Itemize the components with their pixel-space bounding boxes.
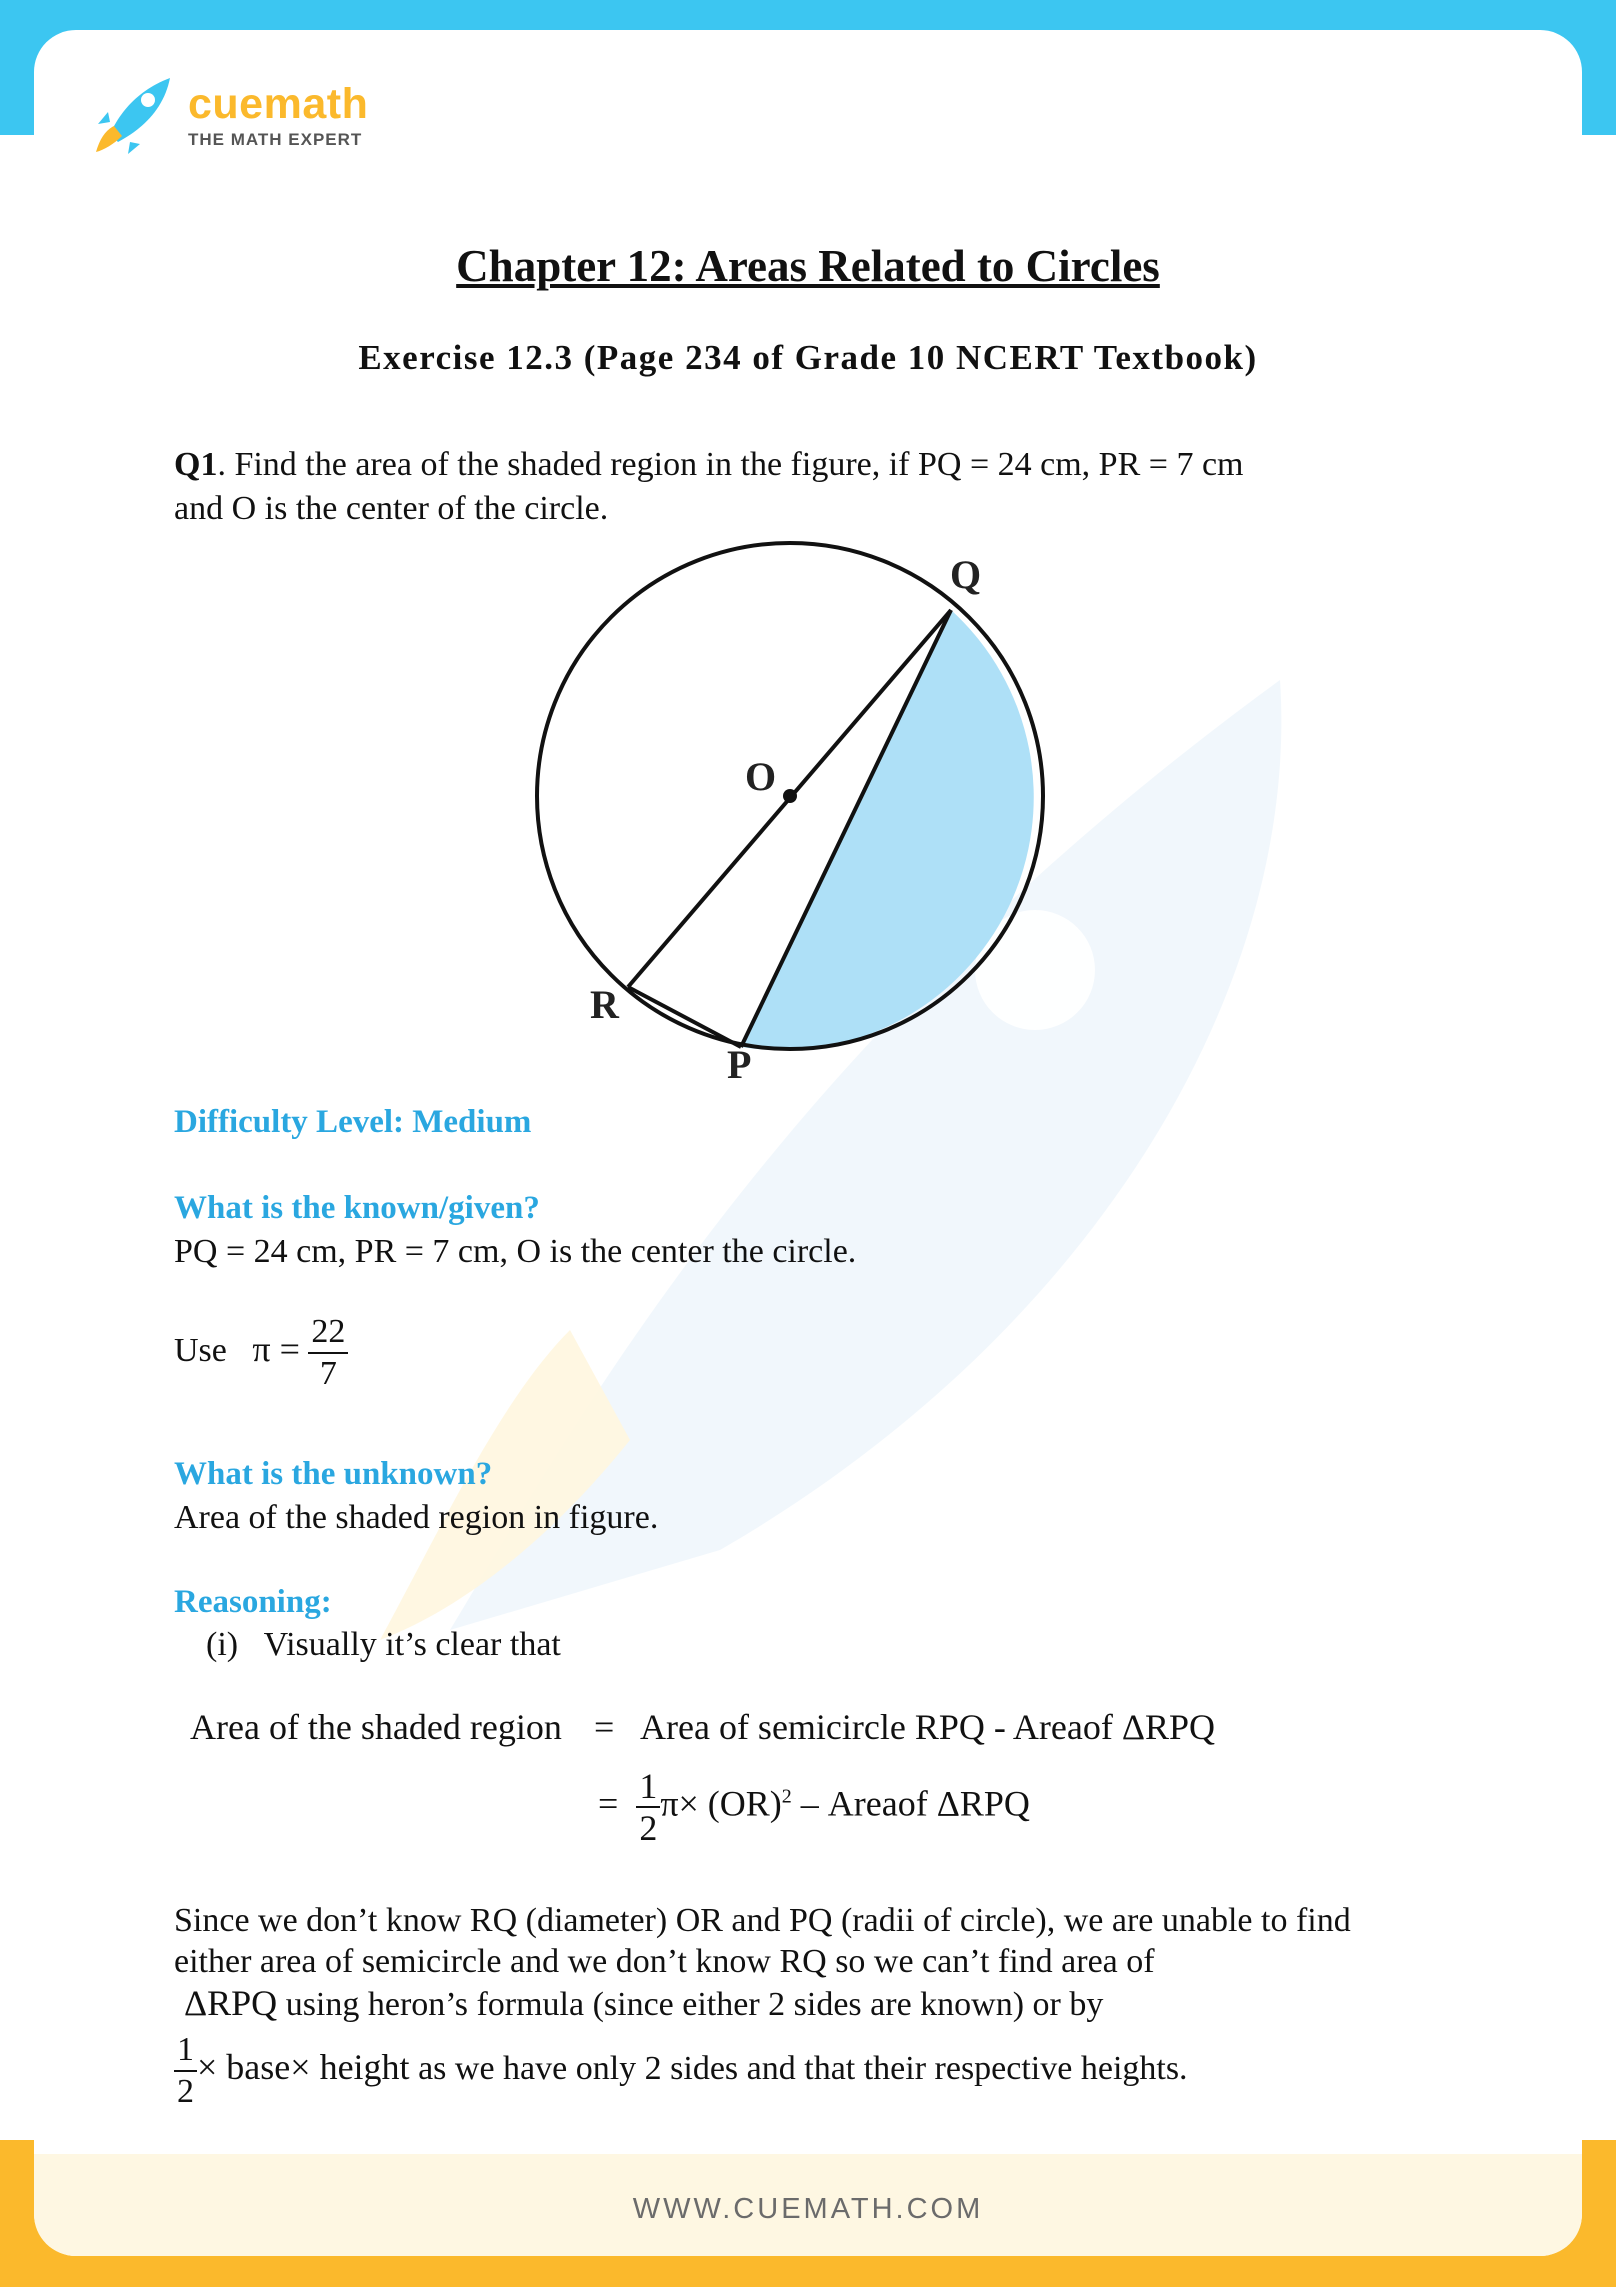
- brand-logo[interactable]: [188, 80, 368, 150]
- question-label: Q1: [174, 446, 218, 483]
- explanation-line-4: [174, 2030, 1188, 2112]
- center-point: [783, 789, 797, 803]
- explanation-line-2: either area of semicircle and we don’t know RQ so we can’t find area of: [174, 1943, 1155, 1980]
- circle-diagram: [520, 540, 1060, 1100]
- brand-tagline: THE MATH EXPERT: [188, 130, 363, 149]
- equation-line-2-right: – Areaof ΔRPQ: [791, 1783, 1030, 1824]
- difficulty-level: Difficulty Level: Medium: [174, 1104, 532, 1140]
- half-numerator-2: 1: [174, 2030, 197, 2072]
- unknown-text: Area of the shaded region in figure.: [174, 1499, 659, 1536]
- label-p: P: [727, 1042, 752, 1087]
- unknown-heading: What is the unknown?: [174, 1456, 493, 1492]
- pi-fraction: [308, 1312, 348, 1394]
- half-fraction: [636, 1766, 660, 1848]
- exercise-subtitle: Exercise 12.3 (Page 234 of Grade 10 NCERT Textbook): [358, 338, 1258, 377]
- item-number: (i): [206, 1626, 239, 1663]
- half-numerator: 1: [636, 1766, 660, 1808]
- question-text-1: . Find the area of the shaded region in the figure, if PQ = 24 cm, PR = 7 cm: [217, 446, 1244, 483]
- half-fraction-2: [174, 2030, 197, 2112]
- reasoning-heading: Reasoning:: [174, 1584, 332, 1620]
- half-denominator-2: 2: [177, 2073, 194, 2110]
- pi-value-line: [174, 1312, 348, 1394]
- brand-name: cuemath: [188, 80, 369, 128]
- equation-line-1-right: Area of semicircle RPQ - Areaof ΔRPQ: [640, 1707, 1215, 1747]
- base-height-formula: × base× height: [197, 2046, 410, 2087]
- half-denominator: 2: [639, 1808, 658, 1848]
- label-o: O: [745, 754, 777, 799]
- pi-or-term: π× (OR): [660, 1783, 782, 1824]
- explanation-line-1: Since we don’t know RQ (diameter) OR and PQ (radii of circle), we are unable to find: [174, 1902, 1351, 1939]
- reasoning-item-1: [206, 1624, 561, 1666]
- equation-line-2: [598, 1766, 1030, 1848]
- page-title: Chapter 12: Areas Related to Circles: [456, 241, 1160, 291]
- known-heading: What is the known/given?: [174, 1190, 540, 1226]
- use-label: Use: [174, 1331, 227, 1369]
- pi-symbol: π =: [252, 1328, 300, 1369]
- known-text: PQ = 24 cm, PR = 7 cm, O is the center the circle.: [174, 1233, 857, 1270]
- question-line-1: [174, 444, 1243, 486]
- explanation-line-4-text: as we have only 2 sides and that their respective heights.: [409, 2049, 1188, 2087]
- pi-numerator: 22: [308, 1312, 348, 1354]
- rocket-icon: [90, 72, 176, 158]
- shaded-region: [741, 610, 1034, 1050]
- footer-url[interactable]: WWW.CUEMATH.COM: [632, 2193, 984, 2225]
- equation-line-1-left: Area of the shaded region: [190, 1707, 562, 1747]
- pi-denominator: 7: [319, 1355, 337, 1392]
- equation-line-1-equals: =: [594, 1707, 615, 1747]
- question-line-2: and O is the center of the circle.: [174, 490, 609, 527]
- label-q: Q: [950, 552, 982, 597]
- item-text: Visually it’s clear that: [263, 1626, 561, 1663]
- label-r: R: [590, 982, 619, 1027]
- explanation-line-3-text: using heron’s formula (since either 2 sides are known) or by: [277, 1986, 1104, 2023]
- explanation-line-3: [184, 1982, 1103, 2026]
- square-exponent: 2: [781, 1785, 792, 1808]
- triangle-rpq-symbol: ΔRPQ: [184, 1983, 278, 2023]
- equation-line-2-equals: =: [598, 1783, 619, 1824]
- chord-rp: [628, 987, 741, 1047]
